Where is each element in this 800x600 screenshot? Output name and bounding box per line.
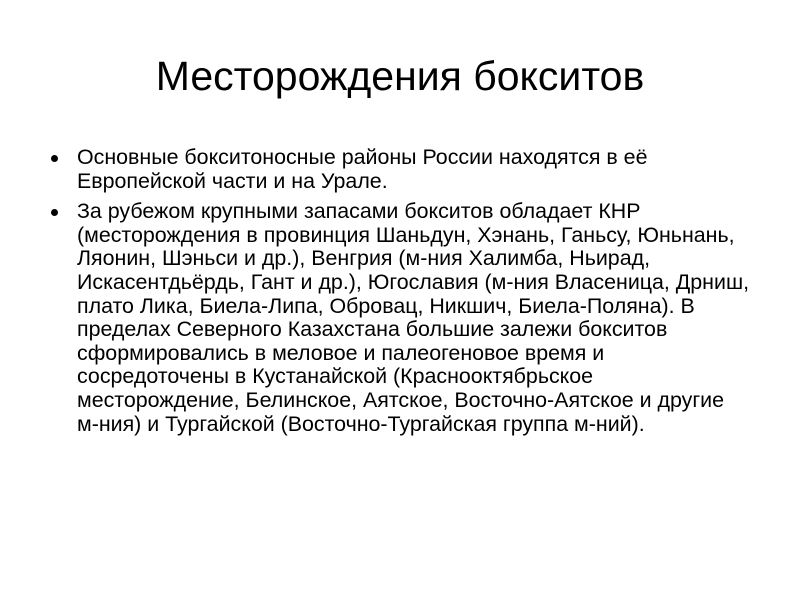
bullet-item	[46, 200, 750, 436]
bullet-point-icon	[51, 155, 58, 162]
bullet-point-icon	[51, 209, 58, 216]
bullet-text: Основные бокситоносные районы России находятся в её Европейской части и на Урале.	[77, 145, 648, 193]
bullet-list	[46, 146, 750, 443]
slide-title: Месторождения бокситов	[155, 53, 645, 99]
bullet-item	[46, 146, 750, 193]
bullet-text: За рубежом крупными запасами бокситов обладает КНР (месторождения в провинция Шаньдун, Хэнань, Ганьсу, Юньнань, Ляонин, Шэньси и др.), Венгрия (м-ния Халимба, Ньирад, Искасентдьёрдь, Гант и др.), Югославия (м-ния Власеница, Дрниш, плато Лика, Биела-Липа, Обровац, Никшич, Биела-Поляна). В пределах Северного Казахстана большие залежи бокситов сформировались в меловое и палеогеновое время и сосредоточены в Кустанайской (Краснооктябрьское месторождение, Белинское, Аятское, Восточно-Аятское и другие м-ния) и Тургайской (Восточно-Тургайская группа м-ний).	[77, 199, 750, 436]
